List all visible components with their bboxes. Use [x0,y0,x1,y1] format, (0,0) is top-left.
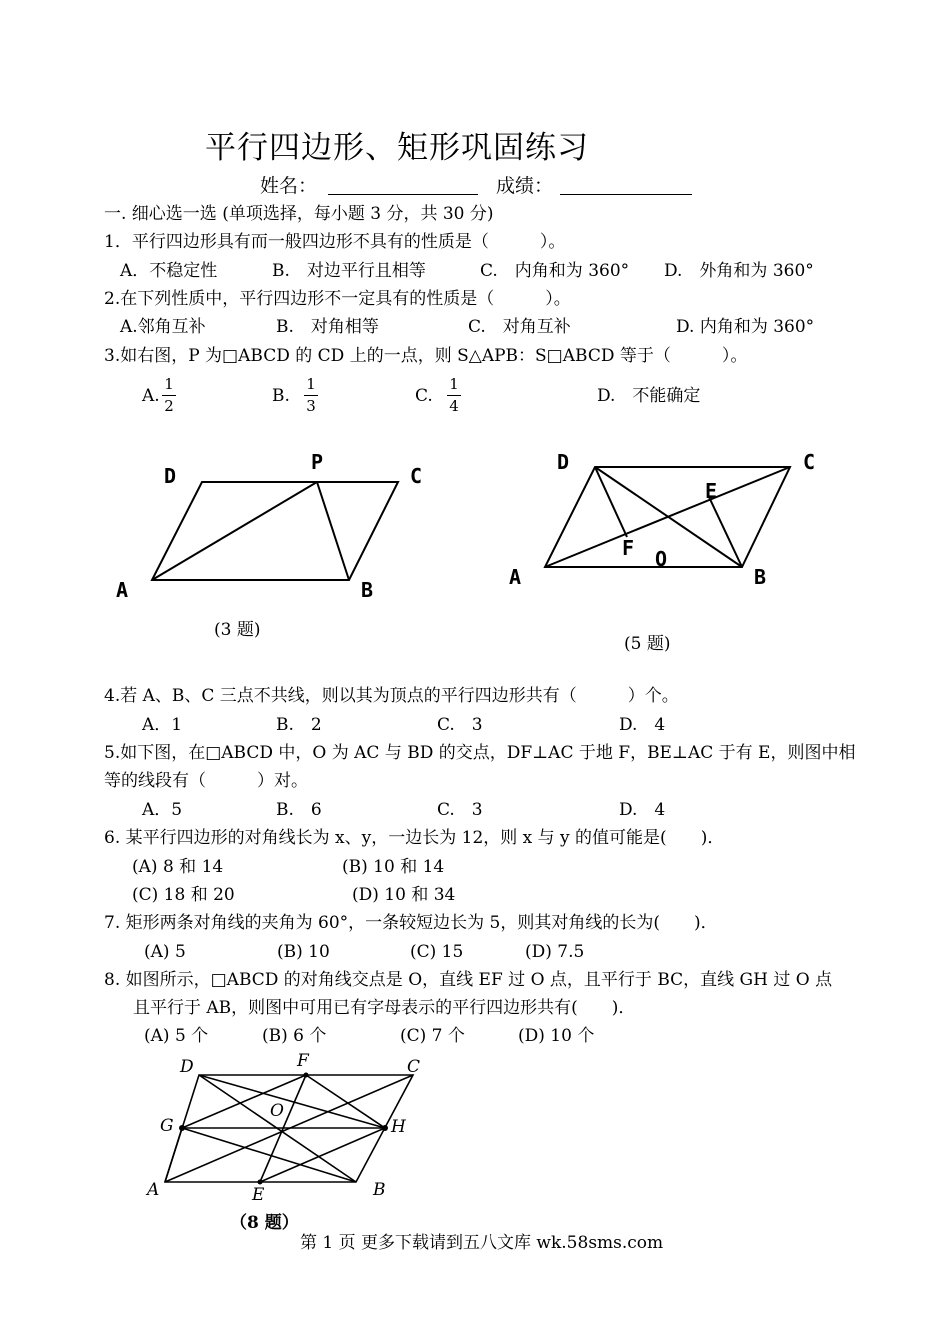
fig5-label-d: D [557,450,570,474]
question-8-line-2: 且平行于 AB，则图中可用已有字母表示的平行四边形共有( )． [133,998,636,1018]
q3-option-d: D. 不能确定 [597,386,701,406]
q8-option-c: (C) 7 个 [400,1026,465,1046]
fig5-label-b: B [754,565,767,589]
question-4: 4.若 A、B、C 三点不共线，则以其为顶点的平行四边形共有（ ）个。 [104,686,679,706]
q5-option-a: A．5 [142,800,183,820]
q3-option-b: B. [272,386,290,406]
fig5-label-c: C [803,450,816,474]
fig3-label-a: A [116,578,129,602]
question-5-line-1: 5.如下图，在□ABCD 中，O 为 AC 与 BD 的交点，DF⊥AC 于地 F，BE⊥AC 于有 E，则图中相 [104,743,856,763]
fig8-label-d: D [180,1057,194,1077]
q4-option-c: C. 3 [437,715,483,735]
fig8-lines [165,1075,413,1182]
question-6: 6. 某平行四边形的对角线长为 x、y，一边长为 12，则 x 与 y 的值可能是( )． [104,828,725,848]
fig3-label-d: D [164,464,177,488]
q1-option-c: C. 内角和为 360° [480,261,630,281]
name-label: 姓名： [260,175,318,197]
q1-option-b: B. 对边平行且相等 [272,261,426,281]
q3-fraction-c [447,376,461,415]
q4-option-d: D. 4 [619,715,666,735]
name-field[interactable] [328,176,478,195]
question-7: 7. 矩形两条对角线的夹角为 60°，一条较短边长为 5，则其对角线的长为( )． [104,913,718,933]
fig8-label-g: G [160,1116,174,1136]
fig8-label-c: C [407,1057,421,1077]
fig5-label-a: A [509,565,522,589]
q2-option-d: D. 内角和为 360° [676,317,815,337]
q5-option-c: C. 3 [437,800,483,820]
fraction-denominator: 2 [164,397,174,415]
question-3: 3.如右图，P 为□ABCD 的 CD 上的一点，则 S△APB：S□ABCD 等于（ ）。 [104,346,748,366]
fig3-label-p: P [311,450,324,474]
fig8-label-e: E [252,1185,265,1205]
question-1: 1．平行四边形具有而一般四边形不具有的性质是（ ）。 [104,232,566,252]
q3-fraction-a [162,376,176,415]
q5-option-b: B. 6 [276,800,322,820]
fig8-caption: （8 题） [230,1213,299,1233]
q3-option-c: C. [415,386,433,406]
q1-option-d: D. 外角和为 360° [664,261,814,281]
fraction-denominator: 3 [306,397,316,415]
q2-option-a: A.邻角互补 [120,317,206,337]
q7-option-c: (C) 15 [410,942,464,962]
q6-option-a: (A) 8 和 14 [132,857,224,877]
fig8-label-f: F [297,1051,309,1071]
q8-option-a: (A) 5 个 [144,1026,209,1046]
score-field[interactable] [560,176,692,195]
question-5-line-2: 等的线段有（ ）对。 [104,771,308,791]
fig5-lines [545,467,790,567]
question-8-line-1: 8. 如图所示，□ABCD 的对角线交点是 O，直线 EF 过 O 点，且平行于 BC，直线 GH 过 O 点 [104,970,833,990]
fig8-label-b: B [373,1180,386,1200]
q3-fraction-b [304,376,318,415]
fig8-label-h: H [391,1117,406,1137]
q7-option-a: (A) 5 [144,942,186,962]
page-title: 平行四边形、矩形巩固练习 [205,130,589,166]
q3-option-a: A. [142,386,160,406]
question-2: 2.在下列性质中，平行四边形不一定具有的性质是（ ）。 [104,289,571,309]
q4-option-a: A．1 [142,715,183,735]
score-label: 成绩： [496,175,554,197]
fig8-label-o: O [270,1101,284,1121]
page-footer: 第 1 页 更多下载请到五八文库 wk.58sms.com [300,1233,664,1253]
q8-option-b: (B) 6 个 [262,1026,327,1046]
q6-option-c: (C) 18 和 20 [132,885,235,905]
fig3-label-c: C [410,464,423,488]
fraction-numerator: 1 [306,375,316,393]
fraction-numerator: 1 [164,375,174,393]
fig3-label-b: B [361,578,374,602]
fig8-label-a: A [147,1180,160,1200]
fig5-caption: (5 题) [624,634,671,654]
q8-option-d: (D) 10 个 [518,1026,595,1046]
fig5-label-o: O [655,547,668,571]
q5-option-d: D. 4 [619,800,666,820]
q2-option-c: C. 对角互补 [468,317,571,337]
fig5-label-f: F [622,536,635,560]
fraction-numerator: 1 [449,375,459,393]
q7-option-d: (D) 7.5 [525,942,585,962]
q7-option-b: (B) 10 [277,942,330,962]
q4-option-b: B. 2 [276,715,322,735]
fraction-denominator: 4 [449,397,459,415]
q6-option-d: (D) 10 和 34 [352,885,456,905]
fig5-label-e: E [705,479,718,503]
section-heading: 一. 细心选一选 (单项选择，每小题 3 分，共 30 分) [104,204,494,224]
fig3-lines [152,482,398,580]
q1-option-a: A．不稳定性 [120,261,218,281]
q6-option-b: (B) 10 和 14 [342,857,445,877]
q2-option-b: B. 对角相等 [276,317,379,337]
fig3-caption: (3 题) [214,620,261,640]
